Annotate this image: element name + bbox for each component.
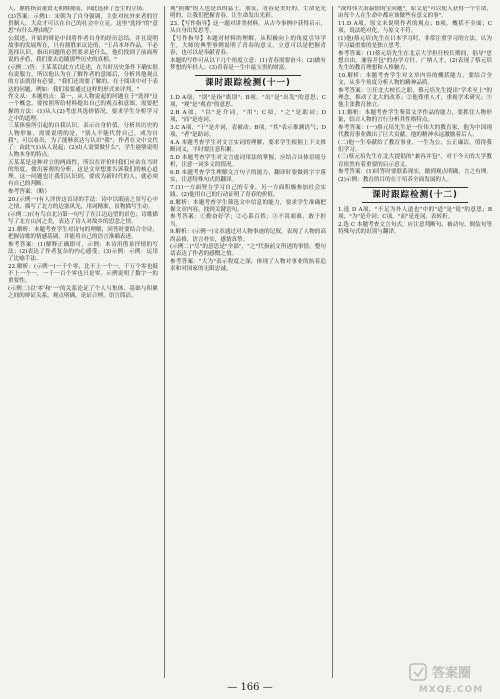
section-title — [170, 75, 326, 91]
answer-paragraph: 21.解析：本题考查学生对诗句的理解，回答时要结合全诗，把握诗歌的情感基调，并能用自己的语言准确表述。 — [8, 226, 158, 240]
answer-paragraph: 20.(示例一)有人评价这首诗的手法：诗中以眼前之景写心中之情，描写了北方的边塞风光，用词精准，景物描写生动。 — [8, 196, 158, 210]
section-title — [338, 187, 492, 203]
answer-paragraph: 7.(1)一方面努力学习自己的专业，另一方面积极参加社会实践。(2)他用自己的行动证明了青春的价值。 — [170, 184, 326, 198]
answer-paragraph: 11.解析：本题考查学生鉴赏文学作品的能力，要抓住人物形象，结合人物的言行分析其性格特点。 — [338, 109, 492, 123]
answer-paragraph: (示例二)(《有鸟自北》)第一句写了在江边远望的景色；诗歌描写了北方山河之美，表达了诗人对故乡的思念之情。 — [8, 211, 158, 225]
answer-paragraph: (示例二)"尽"的意思是"全部"，"之"代指前文所述的事情，整句话表达了作者的感慨之情。 — [170, 244, 326, 258]
answer-paragraph: 5.D 本题考查学生对文言虚词用法的掌握，应结合具体语境分析，注意一词多义的情况。 — [170, 154, 326, 168]
answer-paragraph: 参考答案：①任北大校长之职，蔡元培先生提出"学术至上"的理念，推动了北大的改革；②他尊重人才，重视学术研究；③他主张教育独立。 — [338, 87, 492, 108]
answer-paragraph: (二)他一生奉献给了教育事业，一生为公，公正廉洁，值得我们学习。 — [338, 139, 492, 153]
answer-paragraph: 1.选 D A项，"不足为外人道也"中的"道"是"说"的意思；B项，"为"是介词；C项，"而"是连词，表转折。 — [338, 206, 492, 220]
answer-key-page — [8, 6, 492, 682]
answer-paragraph: 本题的写作可从以下几个角度立意：(1)青春需要奋斗；(2)做有梦想的年轻人；(3)青春是一生中最宝贵的财富。 — [170, 57, 326, 72]
section-title-text: 课时跟踪检测(十二) — [362, 187, 468, 203]
answer-paragraph: 参考答案：(1)解释正确即可，示例：本诗用借景抒情的写法；(2)表达了作者复杂的内心感受。(3)示例：示例：运用了比喻手法。 — [8, 241, 158, 262]
watermark-logo — [408, 661, 494, 695]
watermark-logo-icon — [408, 661, 494, 683]
svg-text:答案圈: 答案圈 — [432, 666, 472, 681]
answer-paragraph: 参考答案："大为"表示程度之深，体现了人物对事业的执着追求和对国家的无限忠诚。 — [170, 259, 326, 273]
answer-paragraph: 参考答案：（略） — [8, 189, 50, 196]
page-number: — 166 — — [227, 682, 273, 693]
answer-paragraph: 23.【写作指导】这一题对讲类材料，从古今事例中获得启示，从自身出发思考。 — [170, 20, 326, 35]
answer-paragraph: "深得伟大而温情的宝问题"，原文是"可以使人获得一个生命，由每个人在生命中都应该做些有意义的事"。 — [338, 6, 492, 20]
column-divider — [164, 6, 165, 678]
text-column-right — [338, 6, 492, 682]
answer-paragraph: 作文从：本题的点：第一，从人物说起的问题在于"选择"这一个概念，要按照所给材料提出自己的观点和意图，需要把握的方法：(1)从人(2)考虑其选择情况，要求学生分析学习之中的道理。 — [8, 94, 158, 122]
text-column-left — [8, 6, 158, 682]
answer-paragraph: 公叙述，开始的辩论中间将作者自身的经历总结，并且说明故事的发展所在，只有鼎胜来议论的，"王昌本坏作品，不必选择认识，指出问题的必然要求是什么，他们找到了前面所说的矛盾，我们要去追随那些历史的真相。" — [8, 35, 158, 64]
answer-paragraph: 参考答案：(1)回答时要联系现实，做到观点明确，言之有理。(2)示例：教育的目的在于培养全面发展的人。 — [338, 169, 492, 183]
answer-paragraph: 观"照耀"的人也是真的猛士。朋友，青春是美好的，生命是光明的，让我们把握青春，让生命发出光彩。 — [170, 6, 326, 20]
answer-paragraph: 3.C A项，"于"是介词，表被动；B项，"其"表示推测语气；D项，"者"是助词。 — [170, 125, 326, 139]
answer-paragraph: 参考答案：①勤奋好学；②心系百姓；③不畏艰难，敢于担当。 — [170, 214, 326, 228]
answer-paragraph: 9.解析：(示例一)文章通过对人物事迹的记叙，表现了人物的高尚品格，语言朴实，感情真挚。 — [170, 229, 326, 243]
answer-paragraph: 2.选 C 本题考查文言句式，应注意判断句、被动句、倒装句等特殊句式的识别与翻译。 — [338, 221, 492, 235]
answer-paragraph: 人，鼎胜指责董贤无朝纲观而，因此选择了苍生的立场。 — [8, 6, 148, 12]
answer-paragraph: 三某体验所引起的自我认识，表示自身价值，分析其历史的人物形象，需要说明的是，"别人不能代替自己，成为自我"，可以看出，为了能够表达与认识"我"，作者在文中交代了：由此"(1)从人说起；(2)由人需要做什么"，学生能够说明人物本身的特点。 — [8, 123, 158, 159]
answer-paragraph: (示例二)以'零'和'一'的关系论证了个人与集体、基础与积累之间的辩证关系，观点明确，论证合理，语言简洁。 — [8, 285, 158, 299]
answer-paragraph: 1.D A项，"别"是指"离别"；B项，"出"是"出发"的意思；C项，"观"是"观看"的意思。 — [170, 95, 326, 109]
answer-paragraph: (三)蔡元培先生在北大提倡的"兼容并包"，对于今天的大学教育依然有着重要的启示意义。 — [338, 154, 492, 168]
answer-paragraph: 五某某是这种对立的两面性，所以在评价时我们应站在当时的角度，做出客观的分析，这是文章想要告诉我们的核心道理。这一问题也让我们认识到，要成为新时代的人，就必须有自己的判断。 — [8, 159, 158, 188]
column-divider — [332, 6, 333, 678]
answer-paragraph: (示例二)答：王某某以此方式论述，在当时历史条件下确实很有说服力，所以他认为在了解作者的意图后，分析其他观点的方法就很有必要。"我们还需要了解的，在于阅读中对于表达的问题，例如：我们需要通过这样的形式来评判。" — [8, 65, 158, 93]
text-column-middle — [170, 6, 326, 682]
answer-paragraph: 2.B A项，"以"是介词，"用"；C项，"之"是助词；D项，"而"是连词。 — [170, 110, 326, 124]
answer-paragraph: 4.A 本题考查学生对文言实词的理解，要求学生根据上下文推断词义，平时要注意积累。 — [170, 139, 326, 154]
answer-paragraph: 22.解析：(示例一)一千个零，比不上一个一。千万个零也抵不上一个一，一千一百个零也只是零，示例说明了数字一的重要性。 — [8, 263, 158, 284]
section-title-text: 课时跟踪检测(十一) — [195, 75, 301, 91]
answer-paragraph: 8.解析：本题考查学生筛选文中信息的能力，要求学生准确把握文章内容，找到关键语句。 — [170, 199, 326, 213]
answer-paragraph: (3)答案：示例1：宋朝为了自身强调，主张对抗外来者的官贵制人，大众才可以在自己的社会中立足。这里"选择"的"意思"有什么理由呢？ — [8, 13, 158, 35]
answer-paragraph: 【写作指导】本题对材料的理解，从积极向上的角度引导学生，大师的典型事例说明了青春的意义，立意可以是把握青春，也可以是奉献青春。 — [170, 35, 326, 57]
answer-paragraph: 11.D A项，原文未说明作者的观点；B项，概括不全面；C项，说法绝对化，与原文不符。 — [338, 20, 492, 35]
watermark-subtext: MXQE.COM — [418, 685, 484, 695]
answer-paragraph: 参考答案：(1)蔡元培先生在北京大学担任校长期间，倡导"思想自由，兼容并包"的办学方针，广纳人才。(2)表现了蔡元培先生的教育理想和人格魅力。 — [338, 50, 492, 72]
answer-paragraph: (1)他(蔡元培)先生在日本学习时，非常注重学习的方法，认为学习最重要的是独立思考。 — [338, 35, 492, 49]
answer-paragraph: 10.解析：本题考查学生对文章内容的概括能力，要结合全文，从多个角度分析人物的精神品质。 — [338, 72, 492, 86]
answer-paragraph: 6.B 本题考查学生理解文言句子的能力，翻译时要做到字字落实，注意特殊句式的翻译。 — [170, 169, 326, 183]
answer-paragraph: 参考答案：(一)蔡元培先生是一位伟大的教育家，他为中国现代教育事业做出了巨大贡献，他的精神永远激励着后人。 — [338, 124, 492, 138]
